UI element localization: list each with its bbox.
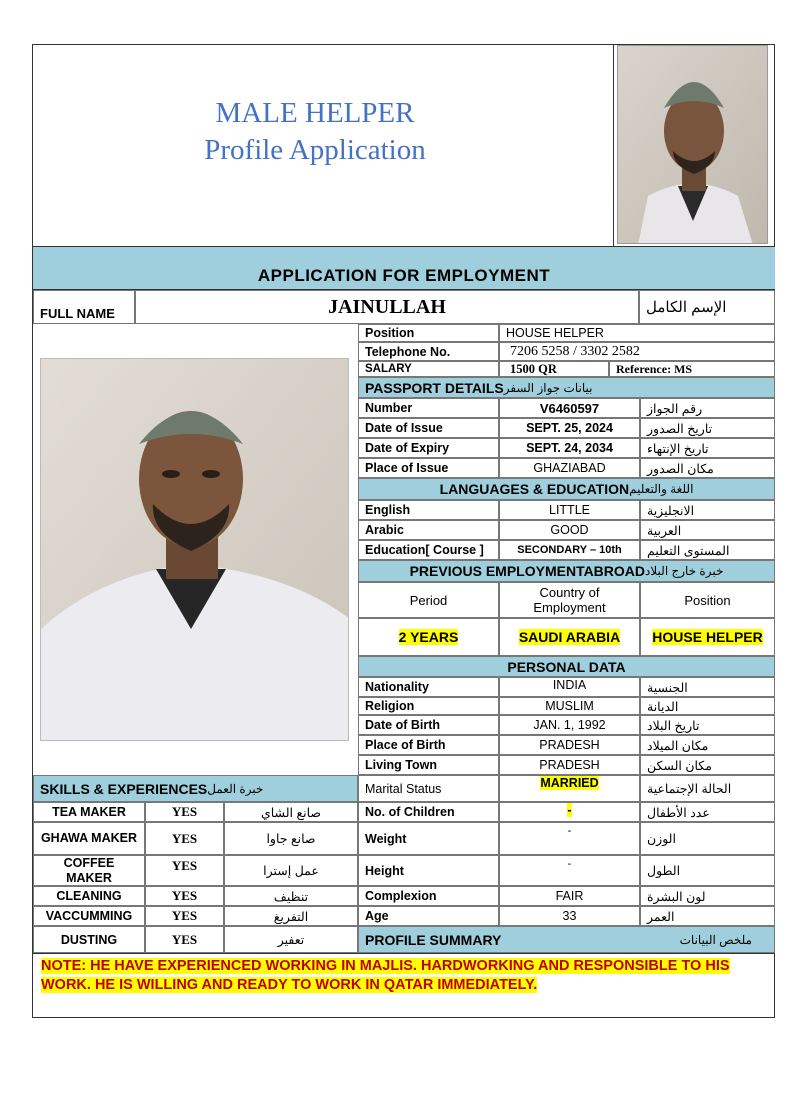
skill-answer: YES bbox=[145, 926, 224, 953]
passport-heading-band bbox=[358, 377, 775, 398]
skills-heading-ar: خبرة العمل bbox=[207, 781, 264, 796]
skill-name: CLEANING bbox=[33, 886, 145, 906]
skills-heading: SKILLS & EXPERIENCES bbox=[40, 780, 208, 797]
personal-data-heading: PERSONAL DATA bbox=[358, 656, 775, 677]
language-label: Arabic bbox=[358, 520, 499, 540]
personal-label: No. of Children bbox=[358, 802, 499, 822]
header-divider bbox=[613, 44, 614, 246]
marital-status-cell bbox=[499, 775, 640, 802]
skill-name: TEA MAKER bbox=[33, 802, 145, 822]
living-town-value: PRADESH bbox=[499, 755, 640, 775]
marital-status-value: MARRIED bbox=[540, 776, 599, 790]
place-of-birth-value: PRADESH bbox=[499, 735, 640, 755]
education-value: SECONDARY – 10th bbox=[499, 540, 640, 560]
issue-date-value: SEPT. 25, 2024 bbox=[499, 418, 640, 438]
passport-row-label: Date of Expiry bbox=[358, 438, 499, 458]
personal-label: Nationality bbox=[358, 677, 499, 697]
expiry-date-value: SEPT. 24, 2034 bbox=[499, 438, 640, 458]
period-column-header: Period bbox=[358, 582, 499, 618]
skill-answer: YES bbox=[145, 855, 224, 886]
employment-position-value: HOUSE HELPER bbox=[652, 629, 763, 645]
personal-label: Complexion bbox=[358, 886, 499, 906]
passport-heading-ar: بيانات جواز السفر bbox=[503, 380, 593, 395]
weight-value: - bbox=[499, 822, 640, 855]
profile-summary-heading-ar: ملخص البيانات bbox=[679, 932, 752, 947]
personal-label: Date of Birth bbox=[358, 715, 499, 735]
full-name-label: FULL NAME bbox=[33, 290, 135, 324]
skill-name-ar: عمل إسترا bbox=[224, 855, 358, 886]
passport-row-label-ar: تاريخ الصدور bbox=[640, 418, 775, 438]
personal-label-ar: الحالة الإجتماعية bbox=[640, 775, 775, 802]
religion-value: MUSLIM bbox=[499, 697, 640, 715]
language-label-ar: العربية bbox=[640, 520, 775, 540]
title-line-2: Profile Application bbox=[204, 134, 426, 166]
profile-summary-heading: PROFILE SUMMARY bbox=[365, 931, 502, 948]
profile-summary-band bbox=[358, 926, 775, 953]
personal-label-ar: الجنسية bbox=[640, 677, 775, 697]
skill-name: GHAWA MAKER bbox=[33, 822, 145, 855]
profile-summary-note bbox=[33, 953, 775, 1018]
profile-summary-text: NOTE: HE HAVE EXPERIENCED WORKING IN MAJLIS. HARDWORKING AND RESPONSIBLE TO HIS WORK. HE IS WILLING AND READY TO WORK IN QATAR IMMEDIATELY. bbox=[41, 958, 730, 993]
passport-heading: PASSPORT DETAILS bbox=[365, 379, 504, 396]
personal-label: Religion bbox=[358, 697, 499, 715]
skill-answer: YES bbox=[145, 906, 224, 926]
employment-heading-ar: خبرة خارج البلاد bbox=[645, 564, 724, 578]
period-value: 2 YEARS bbox=[398, 629, 459, 645]
skill-answer: YES bbox=[145, 886, 224, 906]
passport-row-label-ar: مكان الصدور bbox=[640, 458, 775, 478]
passport-row-label: Place of Issue bbox=[358, 458, 499, 478]
language-label-ar: الانجليزية bbox=[640, 500, 775, 520]
personal-label: Age bbox=[358, 906, 499, 926]
country-cell bbox=[499, 618, 640, 656]
personal-label: Marital Status bbox=[358, 775, 499, 802]
salary-value: 1500 QR bbox=[499, 361, 609, 377]
telephone-value: 7206 5258 / 3302 2582 bbox=[499, 342, 775, 361]
skill-name: COFFEE MAKER bbox=[33, 855, 145, 886]
skill-name-ar: تنظيف bbox=[224, 886, 358, 906]
education-label: Education[ Course ] bbox=[358, 540, 499, 560]
place-of-issue-value: GHAZIABAD bbox=[499, 458, 640, 478]
skill-name-ar: صانع الشاي bbox=[224, 802, 358, 822]
title-line-1: MALE HELPER bbox=[215, 97, 415, 129]
age-value: 33 bbox=[499, 906, 640, 926]
page-title bbox=[150, 95, 480, 169]
period-cell bbox=[358, 618, 499, 656]
passport-row-label: Date of Issue bbox=[358, 418, 499, 438]
employment-position-cell bbox=[640, 618, 775, 656]
personal-label-ar: الوزن bbox=[640, 822, 775, 855]
position-value: HOUSE HELPER bbox=[499, 324, 775, 342]
skill-name: VACCUMMING bbox=[33, 906, 145, 926]
languages-heading-band bbox=[358, 478, 775, 500]
personal-label-ar: العمر bbox=[640, 906, 775, 926]
personal-label-ar: لون البشرة bbox=[640, 886, 775, 906]
personal-label-ar: الديانة bbox=[640, 697, 775, 715]
languages-heading: LANGUAGES & EDUCATION bbox=[439, 481, 630, 497]
children-value: - bbox=[567, 803, 572, 817]
position-label: Position bbox=[358, 324, 499, 342]
personal-label: Weight bbox=[358, 822, 499, 855]
employment-heading-band bbox=[358, 560, 775, 582]
personal-label-ar: مكان الميلاد bbox=[640, 735, 775, 755]
language-label: English bbox=[358, 500, 499, 520]
height-value: - bbox=[499, 855, 640, 886]
personal-label: Place of Birth bbox=[358, 735, 499, 755]
personal-label-ar: تاريخ البلاد bbox=[640, 715, 775, 735]
skill-name: DUSTING bbox=[33, 926, 145, 953]
skill-name-ar: تعفير bbox=[224, 926, 358, 953]
date-of-birth-value: JAN. 1, 1992 bbox=[499, 715, 640, 735]
profile-photo-small bbox=[617, 45, 768, 244]
country-value: SAUDI ARABIA bbox=[518, 629, 621, 645]
skill-answer: YES bbox=[145, 822, 224, 855]
position-column-header: Position bbox=[640, 582, 775, 618]
english-value: LITTLE bbox=[499, 500, 640, 520]
passport-row-label-ar: رقم الجواز bbox=[640, 398, 775, 418]
country-column-header: Country of Employment bbox=[499, 582, 640, 618]
salary-label: SALARY bbox=[358, 361, 499, 377]
full-name-label-ar: الإسم الكامل bbox=[639, 290, 775, 324]
full-name-value: JAINULLAH bbox=[135, 290, 639, 324]
personal-label: Height bbox=[358, 855, 499, 886]
skills-heading-band bbox=[33, 775, 358, 802]
application-title-band bbox=[33, 246, 775, 290]
skill-name-ar: التفريغ bbox=[224, 906, 358, 926]
reference-value: Reference: MS bbox=[609, 361, 775, 377]
nationality-value: INDIA bbox=[499, 677, 640, 697]
skill-name-ar: صانع جاوا bbox=[224, 822, 358, 855]
children-cell bbox=[499, 802, 640, 822]
complexion-value: FAIR bbox=[499, 886, 640, 906]
telephone-label: Telephone No. bbox=[358, 342, 499, 361]
personal-label: Living Town bbox=[358, 755, 499, 775]
arabic-value: GOOD bbox=[499, 520, 640, 540]
personal-label-ar: عدد الأطفال bbox=[640, 802, 775, 822]
education-label-ar: المستوى التعليم bbox=[640, 540, 775, 560]
personal-label-ar: الطول bbox=[640, 855, 775, 886]
skill-answer: YES bbox=[145, 802, 224, 822]
profile-photo-large bbox=[40, 358, 349, 741]
personal-label-ar: مكان السكن bbox=[640, 755, 775, 775]
passport-row-label-ar: تاريخ الإنتهاء bbox=[640, 438, 775, 458]
application-title: APPLICATION FOR EMPLOYMENT bbox=[257, 266, 551, 285]
languages-heading-ar: اللغة والتعليم bbox=[629, 482, 694, 496]
employment-heading: PREVIOUS EMPLOYMENTABROAD bbox=[409, 563, 646, 579]
passport-number-value: V6460597 bbox=[499, 398, 640, 418]
passport-row-label: Number bbox=[358, 398, 499, 418]
